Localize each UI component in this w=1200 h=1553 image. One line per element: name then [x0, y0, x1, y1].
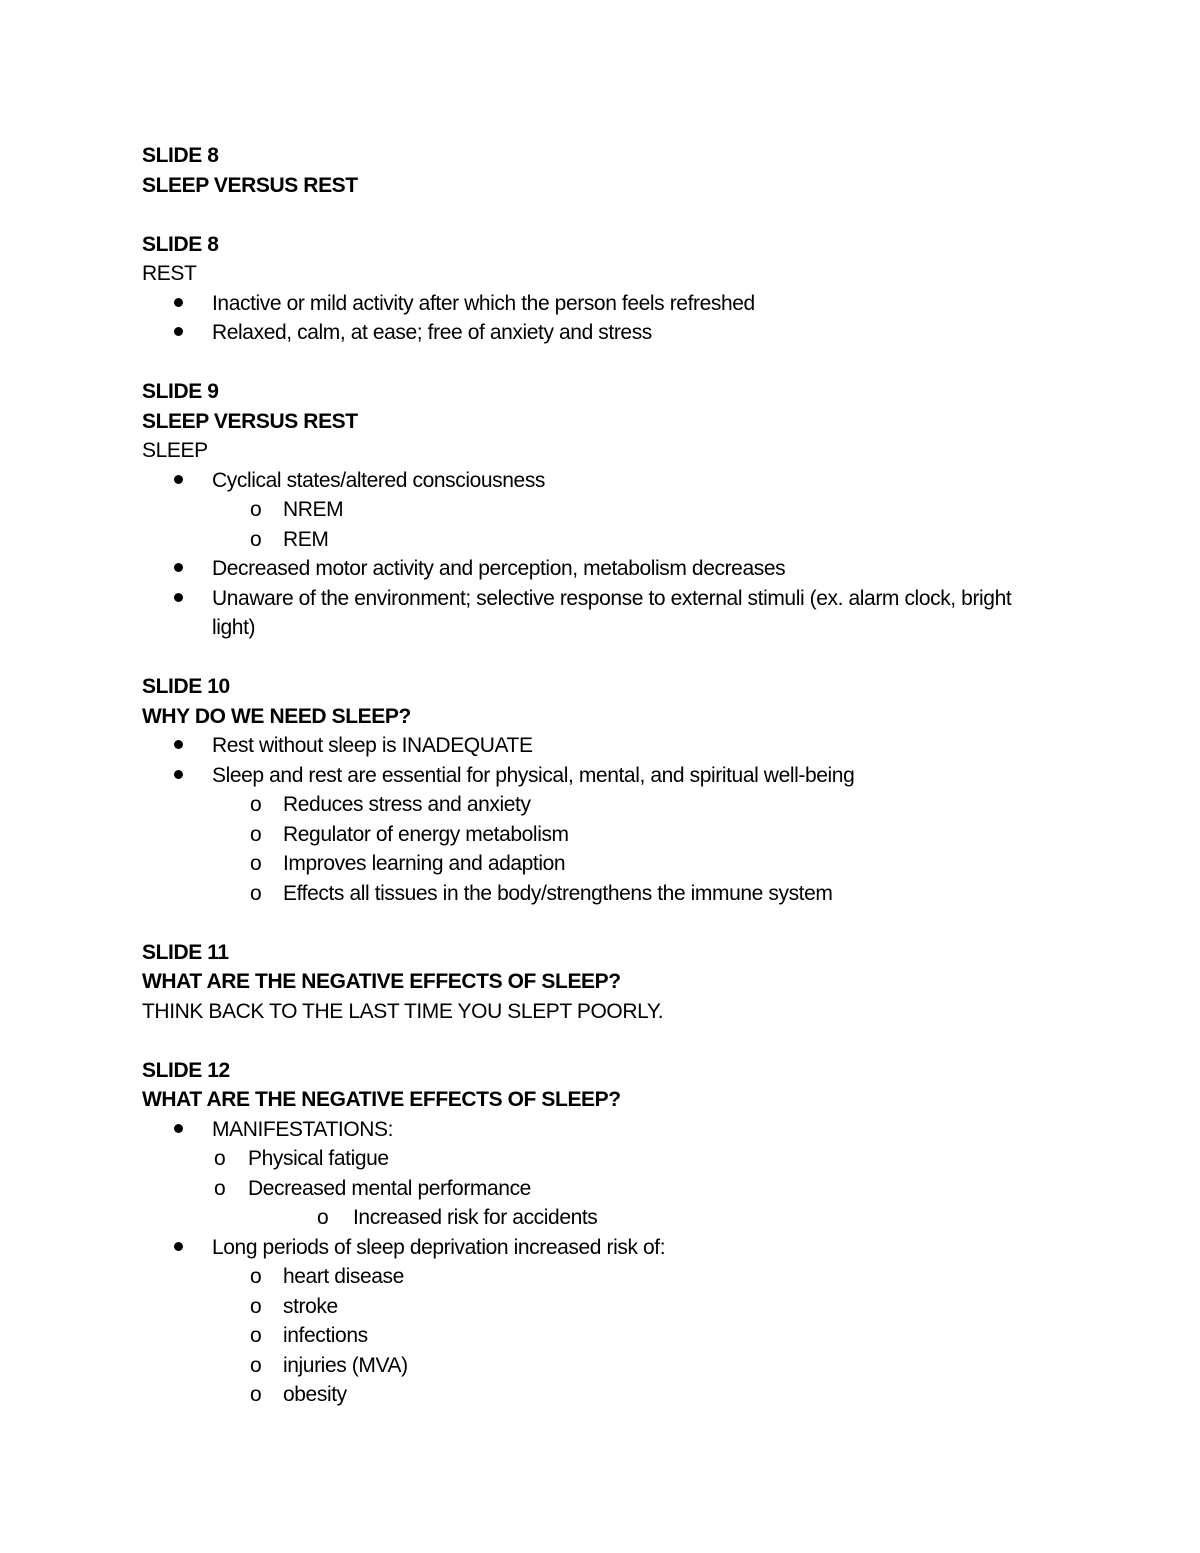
list-item-text: MANIFESTATIONS: [212, 1117, 394, 1141]
bullet-icon [174, 1115, 183, 1145]
list-item [142, 466, 1042, 496]
slide-label: SLIDE 10 [142, 675, 230, 698]
sub-list-item-text: stroke [283, 1294, 338, 1318]
sub-list-item-text: heart disease [283, 1265, 404, 1288]
circle-bullet-icon: o [250, 1353, 262, 1377]
list-item [142, 554, 1042, 584]
section-subheading: REST [142, 262, 197, 285]
list-item [142, 1115, 1042, 1145]
list-item-text: Unaware of the environment; selective response to external stimuli (ex. alarm clock, bright light) [212, 586, 1012, 639]
slide-title: WHY DO WE NEED SLEEP? [142, 704, 411, 728]
sub-list-item-text: Effects all tissues in the body/strengthens the immune system [283, 881, 833, 905]
list-item [142, 318, 1042, 348]
sub-list-item-text: injuries (MVA) [283, 1353, 408, 1377]
slide-title: WHAT ARE THE NEGATIVE EFFECTS OF SLEEP? [142, 1088, 621, 1111]
sub-list-item [142, 849, 1042, 879]
sub-list-item [142, 525, 1042, 555]
list-item [142, 761, 1042, 791]
sub-list-item-text: Physical fatigue [248, 1147, 389, 1170]
circle-bullet-icon: o [250, 793, 262, 816]
sub-list-item [142, 820, 1042, 850]
bullet-icon [174, 318, 183, 348]
spacer [142, 1026, 1042, 1056]
spacer [142, 200, 1042, 230]
list-item-text: Inactive or mild activity after which the person feels refreshed [212, 291, 755, 315]
slide-title: SLEEP VERSUS REST [142, 409, 358, 433]
sub-sub-list-item-text: Increased risk for accidents [353, 1206, 598, 1229]
bullet-icon [174, 289, 183, 319]
slide-label: SLIDE 12 [142, 1058, 230, 1082]
circle-bullet-icon: o [250, 1324, 262, 1347]
bullet-icon [174, 761, 183, 791]
circle-bullet-icon: o [214, 1176, 226, 1200]
section-text: THINK BACK TO THE LAST TIME YOU SLEPT POORLY. [142, 999, 664, 1023]
sub-list-item-text: Reduces stress and anxiety [283, 793, 531, 816]
sub-list-item [142, 1321, 1042, 1351]
list-item [142, 584, 1012, 643]
circle-bullet-icon: o [317, 1206, 329, 1229]
bullet-icon [174, 731, 183, 761]
sub-list-item [142, 495, 1042, 525]
list-item [142, 731, 1042, 761]
list-item-text: Long periods of sleep deprivation increased risk of: [212, 1235, 666, 1259]
list-item [142, 1233, 1042, 1263]
slide-label: SLIDE 8 [142, 232, 219, 256]
sub-list-item [142, 1144, 1042, 1174]
list-item-text: Sleep and rest are essential for physical, mental, and spiritual well-being [212, 763, 855, 787]
slide-label: SLIDE 9 [142, 380, 219, 403]
list-item-text: Rest without sleep is INADEQUATE [212, 734, 533, 757]
list-item-text: Decreased motor activity and perception, metabolism decreases [212, 557, 786, 580]
sub-list-item-text: Decreased mental performance [248, 1176, 531, 1200]
slide-title: WHAT ARE THE NEGATIVE EFFECTS OF SLEEP? [142, 970, 621, 993]
slide-label: SLIDE 8 [142, 144, 219, 167]
list-item-text: Cyclical states/altered consciousness [212, 468, 546, 492]
section-subheading: SLEEP [142, 439, 208, 462]
sub-list-item [142, 790, 1042, 820]
slide-title: SLEEP VERSUS REST [142, 173, 358, 197]
bullet-icon [174, 584, 183, 614]
circle-bullet-icon: o [250, 1294, 262, 1318]
sub-list-item-text: Regulator of energy metabolism [283, 822, 569, 846]
sub-list-item [142, 1380, 1042, 1410]
bullet-icon [174, 466, 183, 496]
slide-label: SLIDE 11 [142, 940, 229, 964]
bullet-icon [174, 1233, 183, 1263]
circle-bullet-icon: o [214, 1147, 226, 1170]
circle-bullet-icon: o [250, 852, 262, 875]
sub-list-item [142, 1292, 1042, 1322]
document-page [142, 141, 1042, 1410]
sub-list-item-text: obesity [283, 1383, 347, 1406]
sub-list-item-text: NREM [283, 498, 344, 521]
list-item [142, 289, 1042, 319]
sub-list-item [142, 1262, 1042, 1292]
circle-bullet-icon: o [250, 527, 262, 551]
bullet-icon [174, 554, 183, 584]
circle-bullet-icon: o [250, 1265, 262, 1288]
sub-list-item [142, 879, 1042, 909]
circle-bullet-icon: o [250, 822, 262, 846]
sub-list-item [142, 1351, 1042, 1381]
spacer [142, 908, 1042, 938]
circle-bullet-icon: o [250, 498, 262, 521]
sub-list-item [142, 1174, 1042, 1204]
sub-list-item-text: REM [283, 527, 329, 551]
spacer [142, 643, 1042, 673]
sub-list-item-text: infections [283, 1324, 368, 1347]
spacer [142, 348, 1042, 378]
list-item-text: Relaxed, calm, at ease; free of anxiety and stress [212, 321, 652, 344]
circle-bullet-icon: o [250, 881, 262, 905]
circle-bullet-icon: o [250, 1383, 262, 1406]
sub-list-item-text: Improves learning and adaption [283, 852, 566, 875]
sub-sub-list-item [142, 1203, 1042, 1233]
